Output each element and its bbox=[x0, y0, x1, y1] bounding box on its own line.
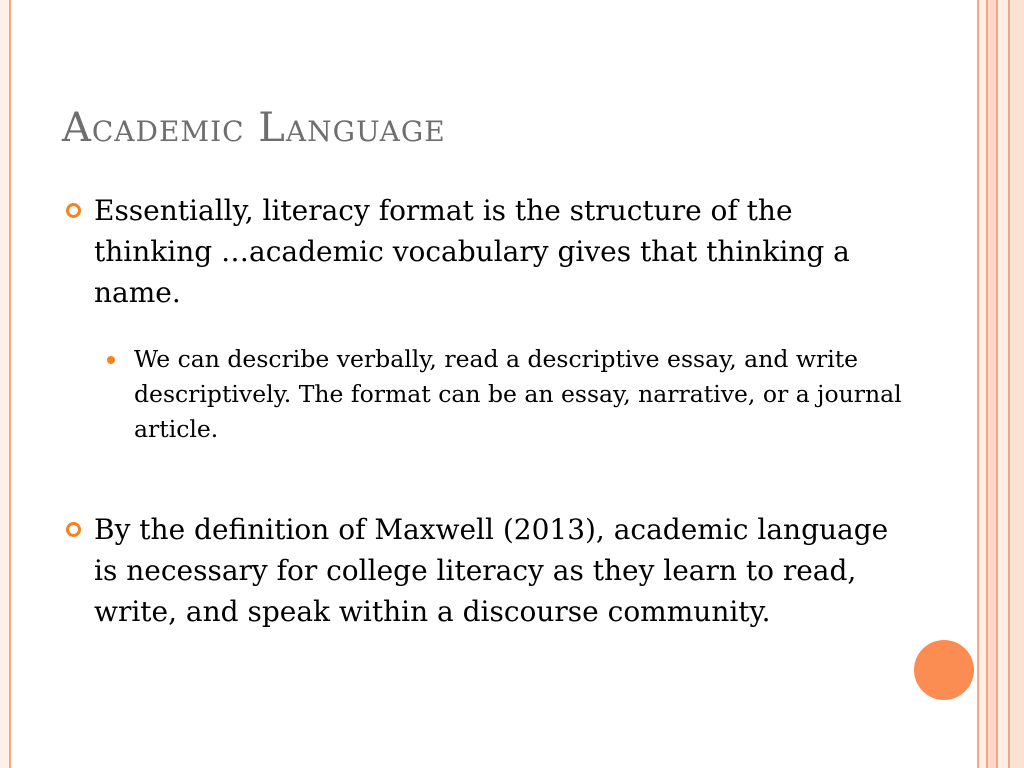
bullet-item bbox=[62, 190, 902, 313]
sub-bullet-item bbox=[107, 342, 902, 447]
bullet-text: By the definition of Maxwell (2013), academic language is necessary for college literacy as they learn to read, write, and speak within a discourse community. bbox=[94, 513, 889, 628]
sub-bullet-text: We can describe verbally, read a descriptive essay, and write descriptively. The format can be an essay, narrative, or a journal article. bbox=[134, 345, 902, 443]
bullet-text: Essentially, literacy format is the structure of the thinking …academic vocabulary gives that thinking a name. bbox=[94, 194, 850, 309]
decorative-circle bbox=[914, 640, 974, 700]
bullet-item bbox=[62, 509, 902, 632]
dot-bullet-icon bbox=[107, 356, 115, 364]
slide-title: Academic Language bbox=[62, 105, 446, 151]
ring-bullet-icon bbox=[66, 522, 81, 537]
right-decorative-stripes bbox=[976, 0, 1024, 768]
bullet-list bbox=[62, 190, 902, 632]
ring-bullet-icon bbox=[66, 203, 81, 218]
left-decorative-border bbox=[0, 0, 11, 768]
